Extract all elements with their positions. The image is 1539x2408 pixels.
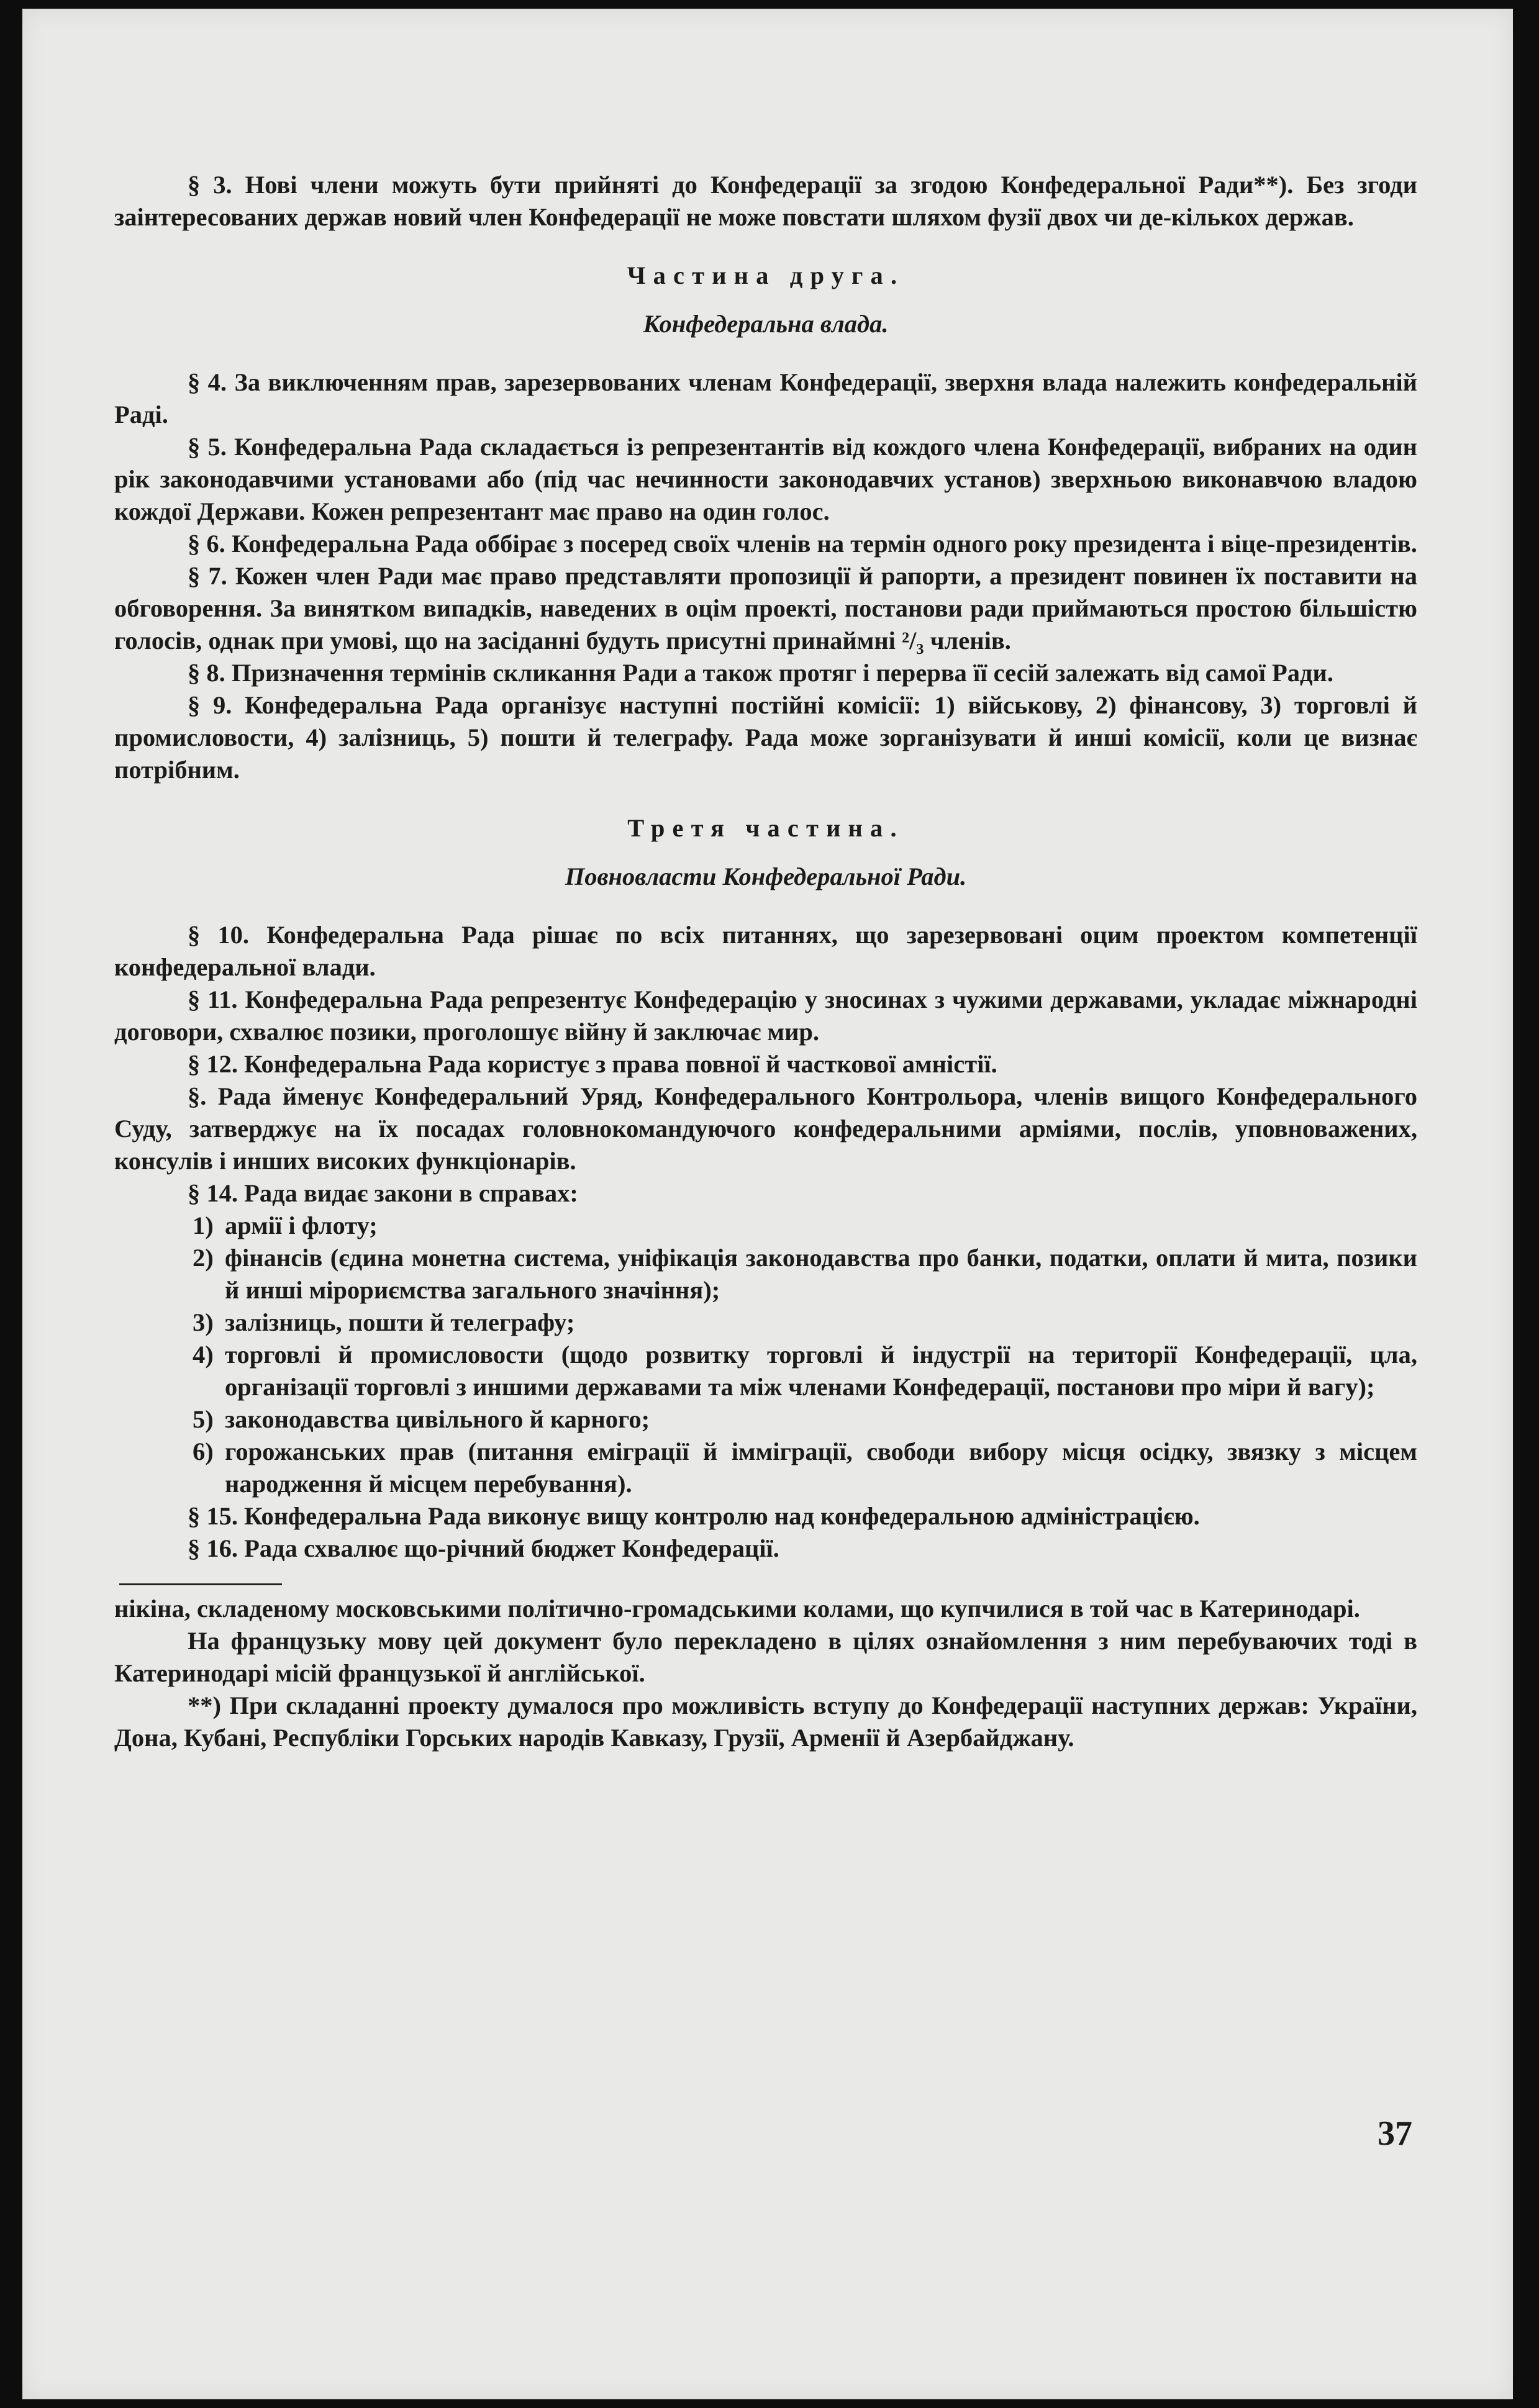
- paragraph-13: §. Рада йменує Конфедеральний Уряд, Конфедерального Контрольора, членів вищого Конфедерального Суду, затверджує на їх посадах головнокомандуючого конфедеральними арміями, послів, уповноважених, консулів і инших високих функціонарів.: [114, 1082, 1417, 1175]
- list-item-text: торговлі й промисловости (щодо розвитку торговлі й індустрії на території Конфедерації, цла, організації торговлі з иншими державами та між членами Конфедерації, постанови про міри й вагу);: [225, 1341, 1417, 1401]
- list-item-text: фінансів (єдина монетна система, уніфікація законодавства про банки, податки, оплати й мита, позики й инші мірориємства загального значіння);: [225, 1244, 1417, 1304]
- list-item-number: 3): [193, 1308, 214, 1336]
- paragraph-12: § 12. Конфедеральна Рада користує з права повної й часткової амністії.: [188, 1050, 997, 1078]
- paragraph-16: § 16. Рада схвалює що-річний бюджет Конфедерації.: [188, 1534, 779, 1562]
- list-item-text: горожанських прав (питання еміграції й імміграції, свободи вибору місця осідку, звязку з місцем народження й місцем перебування).: [225, 1437, 1417, 1498]
- page-number: 37: [1378, 2114, 1412, 2153]
- paragraph-15: § 15. Конфедеральна Рада виконує вищу контролю над конфедеральною адміністрацією.: [188, 1502, 1200, 1530]
- list-item-number: 4): [193, 1341, 214, 1369]
- list-item-text: залізниць, пошти й телеграфу;: [225, 1308, 575, 1336]
- list-item-text: армії і флоту;: [225, 1211, 378, 1239]
- footnote-paragraph: На французьку мову цей документ було перекладено в цілях ознайомлення з ним перебуваючих тоді в Катеринодарі місій французької й англійської.: [114, 1627, 1417, 1687]
- list-item-number: 2): [193, 1244, 214, 1272]
- list-item: [114, 1339, 1417, 1403]
- part-three-heading: Третя частина.: [627, 814, 904, 842]
- part-two-subheading: Конфедеральна влада.: [643, 310, 889, 338]
- paragraph-10: § 10. Конфедеральна Рада рішає по всіх питаннях, що зарезервовані оцим проектом компетенції конфедеральної влади.: [114, 921, 1417, 981]
- paragraph-6: § 6. Конфедеральна Рада оббірає з посеред своїх членів на термін одного року президента і віце-президентів.: [188, 530, 1417, 558]
- footnote-divider: [119, 1583, 282, 1585]
- paragraph-11: § 11. Конфедеральна Рада репрезентує Конфедерацію у зносинах з чужими державами, укладає міжнародні договори, схвалює позики, проголошує війну й заключає мир.: [114, 985, 1417, 1046]
- list-item: [114, 1210, 1417, 1242]
- list-item: [114, 1436, 1417, 1500]
- part-two-heading: Частина друга.: [627, 261, 905, 289]
- list-item: [114, 1403, 1417, 1436]
- footnotes: [114, 1593, 1417, 1754]
- paragraph-5: § 5. Конфедеральна Рада складається із репрезентантів від кождого члена Конфедерації, вибраних на один рік законодавчими установами або (під час нечинности законодавчих установ) зверхньою виконавчою владою кождої Держави. Кожен репрезентант має право на один голос.: [114, 433, 1417, 525]
- list-item: [114, 1242, 1417, 1306]
- list-item: [114, 1306, 1417, 1339]
- paragraph-3: § 3. Нові члени можуть бути прийняті до Конфедерації за згодою Конфедеральної Ради**). Без згоди заінтересованих держав новий член Конфедерації не може повстати шляхом фузії двох чи де-кількох держав.: [114, 171, 1417, 231]
- paragraph-4: § 4. За виключенням прав, зарезервованих членам Конфедерації, зверхня влада належить конфедеральній Раді.: [114, 368, 1417, 428]
- document-page: [22, 9, 1513, 2399]
- list-item-number: 1): [193, 1211, 214, 1239]
- list-item-number: 5): [193, 1405, 214, 1433]
- paragraph-9: § 9. Конфедеральна Рада організує наступні постійні комісії: 1) військову, 2) фінансову, 3) торговлі й промисловости, 4) залізниць, 5) пошти й телеграфу. Рада може зорганізувати й инші комісії, коли це визнає потрібним.: [114, 691, 1417, 784]
- paragraph-14: § 14. Рада видає закони в справах:: [188, 1179, 578, 1207]
- paragraph-8: § 8. Призначення термінів скликання Ради а також протяг і перерва її сесій залежать від самої Ради.: [188, 659, 1333, 687]
- paragraph-7: § 7. Кожен член Ради має право представляти пропозиції й рапорти, а президент повинен їх поставити на обговорення. За винятком випадків, наведених в оцім проекті, постанови ради приймаються простою більшістю голосів, однак при умові, що на засіданні будуть присутні принаймні ²/₃ членів.: [114, 562, 1417, 654]
- document-body: [114, 169, 1417, 1754]
- footnote-continuation: нікіна, складеному московськими політично-громадськими колами, що купчилися в той час в Катеринодарі.: [114, 1595, 1360, 1623]
- footnote-double-asterisk: **) При складанні проекту думалося про можливість вступу до Конфедерації наступних держав: України, Дона, Кубані, Республіки Горських народів Кавказу, Грузії, Арменії й Азербайджану.: [114, 1691, 1417, 1752]
- list-item-number: 6): [193, 1437, 214, 1465]
- part-three-subheading: Повновласти Конфедеральної Ради.: [565, 862, 967, 890]
- list-item-text: законодавства цивільного й карного;: [225, 1405, 650, 1433]
